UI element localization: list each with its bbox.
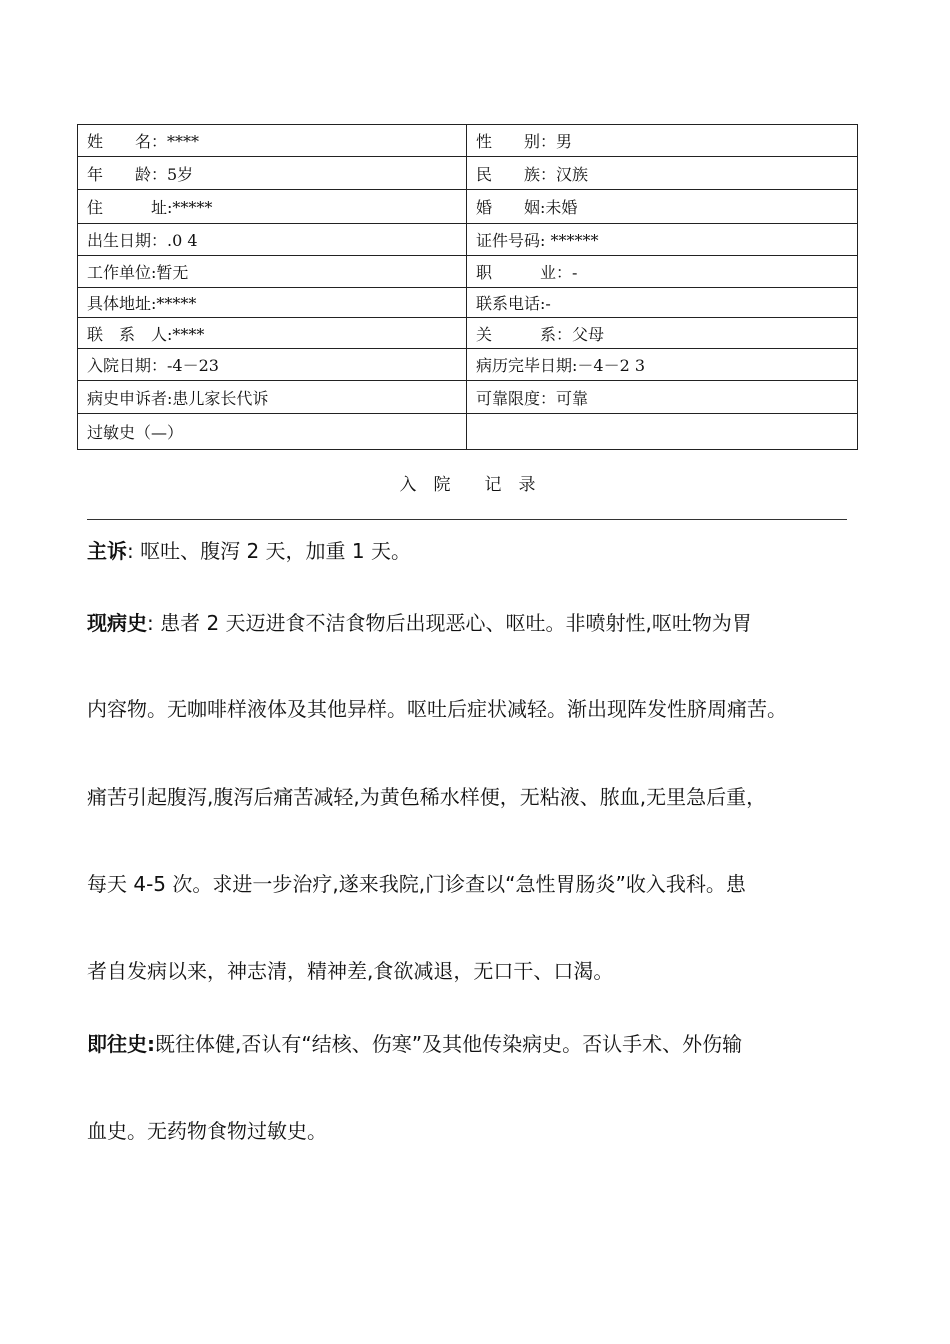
marital-status-cell: 婚 姻:未婚 (467, 190, 858, 224)
reliability-cell: 可靠限度：可靠 (467, 381, 858, 414)
admission-date-cell: 入院日期：-4－23 (78, 349, 467, 381)
workplace-cell: 工作单位:暂无 (78, 256, 467, 288)
history-reporter-cell: 病史申诉者:患儿家长代诉 (78, 381, 467, 414)
present-illness-text: : 患者 2 天迈进食不洁食物后出现恶心、呕吐。非喷射性,呕吐物为胃 (147, 611, 752, 635)
past-history-text: 既往体健,否认有“结核、伤寒”及其他传染病史。否认手术、外伤输 (155, 1032, 743, 1056)
present-illness-line-1 (87, 607, 752, 636)
relationship-cell: 关 系：父母 (467, 318, 858, 349)
table-row (78, 318, 858, 349)
table-row (78, 381, 858, 414)
table-row (78, 349, 858, 381)
present-illness-line-2: 内容物。无咖啡样液体及其他异样。呕吐后症状减轻。渐出现阵发性脐周痛苦。 (87, 697, 787, 721)
age-cell: 年 龄：5岁 (78, 157, 467, 190)
title-divider (87, 519, 847, 520)
present-illness-line-3: 痛苦引起腹泻,腹泻后痛苦减轻,为黄色稀水样便，无粘液、脓血,无里急后重， (87, 785, 767, 809)
table-row (78, 224, 858, 256)
contact-person-cell: 联 系 人:**** (78, 318, 467, 349)
chief-complaint-text: : 呕吐、腹泻 2 天，加重 1 天。 (127, 539, 411, 563)
gender-cell: 性 别：男 (467, 125, 858, 157)
record-completion-date-cell: 病历完毕日期:－4－2 3 (467, 349, 858, 381)
present-illness-line-4: 每天 4-5 次。求进一步治疗,遂来我院,门诊查以“急性胃肠炎”收入我科。患 (87, 872, 746, 896)
table-row (78, 157, 858, 190)
name-cell: 姓 名：**** (78, 125, 467, 157)
table-row (78, 288, 858, 318)
ethnicity-cell: 民 族：汉族 (467, 157, 858, 190)
patient-info-table (77, 124, 858, 450)
table-row (78, 190, 858, 224)
present-illness-label: 现病史 (87, 611, 147, 635)
detailed-address-cell: 具体地址:***** (78, 288, 467, 318)
id-number-cell: 证件号码: ****** (467, 224, 858, 256)
past-history-label: 即往史: (87, 1032, 155, 1056)
past-history-line-2: 血史。无药物食物过敏史。 (87, 1119, 327, 1143)
admission-record-title: 入 院 记 录 (399, 475, 536, 495)
address-cell: 住 址:***** (78, 190, 467, 224)
present-illness-line-5: 者自发病以来，神志清，精神差,食欲减退，无口干、口渴。 (87, 959, 614, 983)
empty-cell (467, 414, 858, 450)
phone-cell: 联系电话:- (467, 288, 858, 318)
chief-complaint-label: 主诉 (87, 539, 127, 563)
chief-complaint (87, 535, 411, 564)
table-row (78, 256, 858, 288)
birth-date-cell: 出生日期：.0 4 (78, 224, 467, 256)
table-row (78, 125, 858, 157)
past-history-line-1 (87, 1028, 742, 1057)
table-row (78, 414, 858, 450)
occupation-cell: 职 业：- (467, 256, 858, 288)
allergy-history-cell: 过敏史（—） (78, 414, 467, 450)
